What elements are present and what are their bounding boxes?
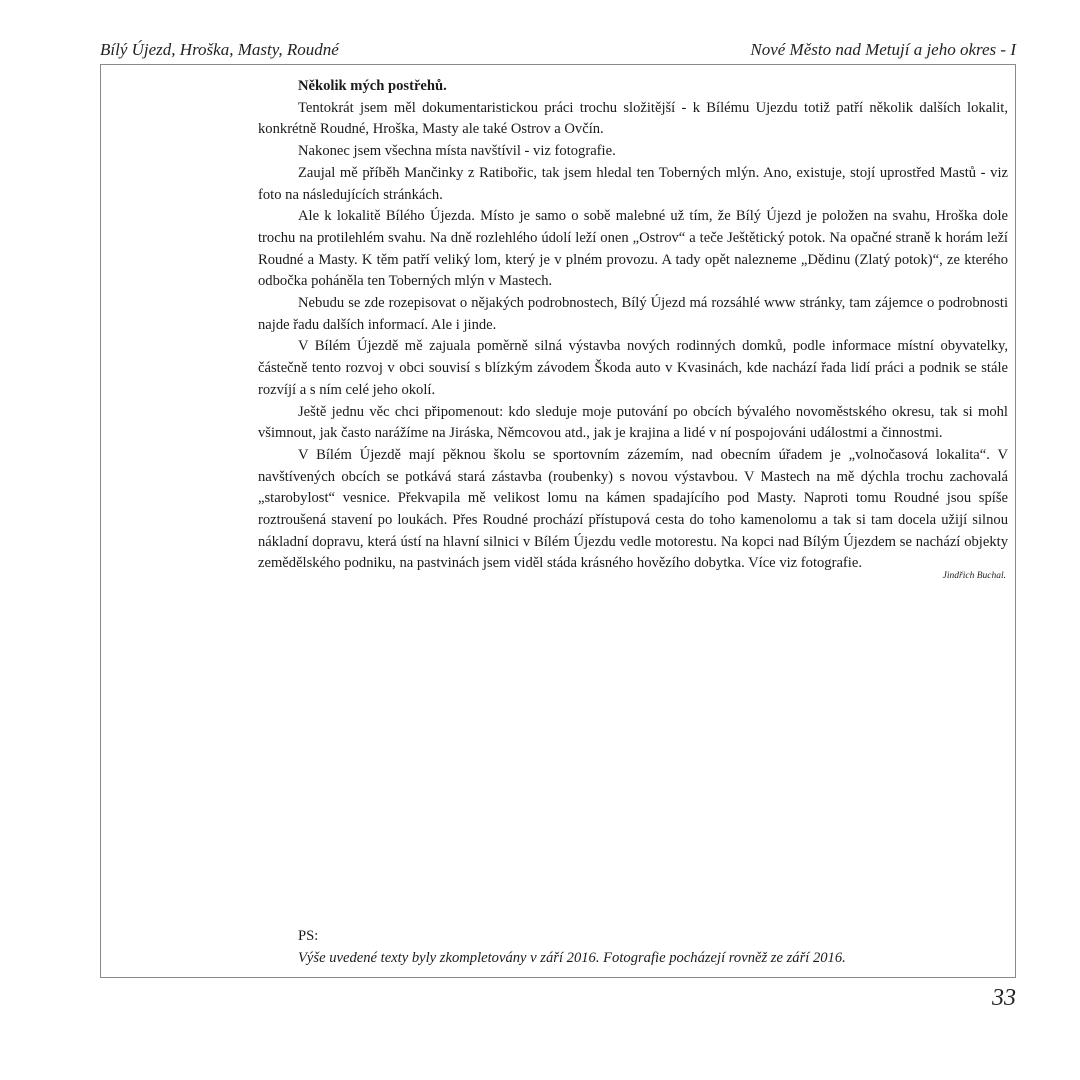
ps-note: Výše uvedené texty byly zkompletovány v září 2016. Fotografie pocházejí rovněž ze září 2016. — [298, 949, 846, 966]
running-header-left: Bílý Újezd, Hroška, Masty, Roudné — [100, 40, 339, 59]
paragraph: Nakonec jsem všechna místa navštívil - viz fotografie. — [298, 143, 616, 160]
paragraph: V Bílém Újezdě mě zajuala poměrně silná výstavba nových rodinných domků, podle informace místní obyvatelky, částečně tento rozvoj v obci souvisí s blízkým závodem Škoda auto v Kvasinách, kde nachází řada lidí práci a podnik se stále rozvíjí a s ním celé jeho okolí. — [258, 338, 1008, 398]
paragraph: V Bílém Újezdě mají pěknou školu se sportovním zázemím, nad obecním úřadem je „volnočasová lokalita“. V navštívených obcích se potkává stará zástavba (roubenky) s novou výstavbou. V Mastech na mě dýchla trochu zachovalá „starobylost“ vesnice. Překvapila mě velikost lomu na kámen spadajícího pod Masty. Naproti tomu Roudné jsou spíše roztroušená stavení po loukách. Přes Roudné prochází přístupová cesta do toho kamenolomu a tak si tam docela užijí silnou nákladní dopravu, která ústí na hlavní silnici v Bílém Újezdu vedle motorestu. Na kopci nad Bílým Újezdem se nachází objekty zemědělského podniku, na pastvinách jsem viděl stáda krásného hovězího dobytka. Více viz fotografie. — [258, 446, 1008, 572]
ps-label: PS: — [298, 928, 319, 944]
postscript — [298, 926, 846, 969]
paragraph: Tentokrát jsem měl dokumentaristickou práci trochu složitější - k Bílému Ujezdu totiž patří několik dalších lokalit, konkrétně Roudné, Hroška, Masty ale také Ostrov a Ovčín. — [258, 99, 1008, 138]
article-body — [258, 76, 1008, 575]
running-header-right: Nové Město nad Metují a jeho okres - I — [750, 40, 1016, 59]
article-heading: Několik mých postřehů. — [298, 78, 447, 94]
paragraph: Ale k lokalitě Bílého Újezda. Místo je samo o sobě malebné už tím, že Bílý Újezd je položen na svahu, Hroška dole trochu na protilehlém svahu. Na dně rozlehlého údolí leží onen „Ostrov“ a teče Ještětický potok. Na opačné straně k horám leží Roudné a Masty. K těm patří veliký lom, který je v plném provozu. A tady opět nalezneme „Dědinu (Zlatý potok)“, ze kterého odbočka poháněla ten Toberných mlýn v Mastech. — [258, 208, 1008, 290]
paragraph: Ještě jednu věc chci připomenout: kdo sleduje moje putování po obcích bývalého novoměstského okresu, tak si mohl všimnout, jak často narážíme na Jiráska, Němcovou atd., jak je krajina a lidé v ní pospojováni událostmi a činnostmi. — [258, 403, 1008, 442]
page-number: 33 — [992, 985, 1016, 1011]
author-signature: Jindřich Buchal. — [942, 571, 1006, 581]
paragraph: Zaujal mě příběh Mančinky z Ratibořic, tak jsem hledal ten Toberných mlýn. Ano, existuje, stojí uprostřed Mastů - viz foto na následujících stránkách. — [258, 164, 1008, 203]
paragraph: Nebudu se zde rozepisovat o nějakých podrobnostech, Bílý Újezd má rozsáhlé www stránky, tam zájemce o podrobnosti najde řadu dalších informací. Ale i jinde. — [258, 295, 1008, 333]
